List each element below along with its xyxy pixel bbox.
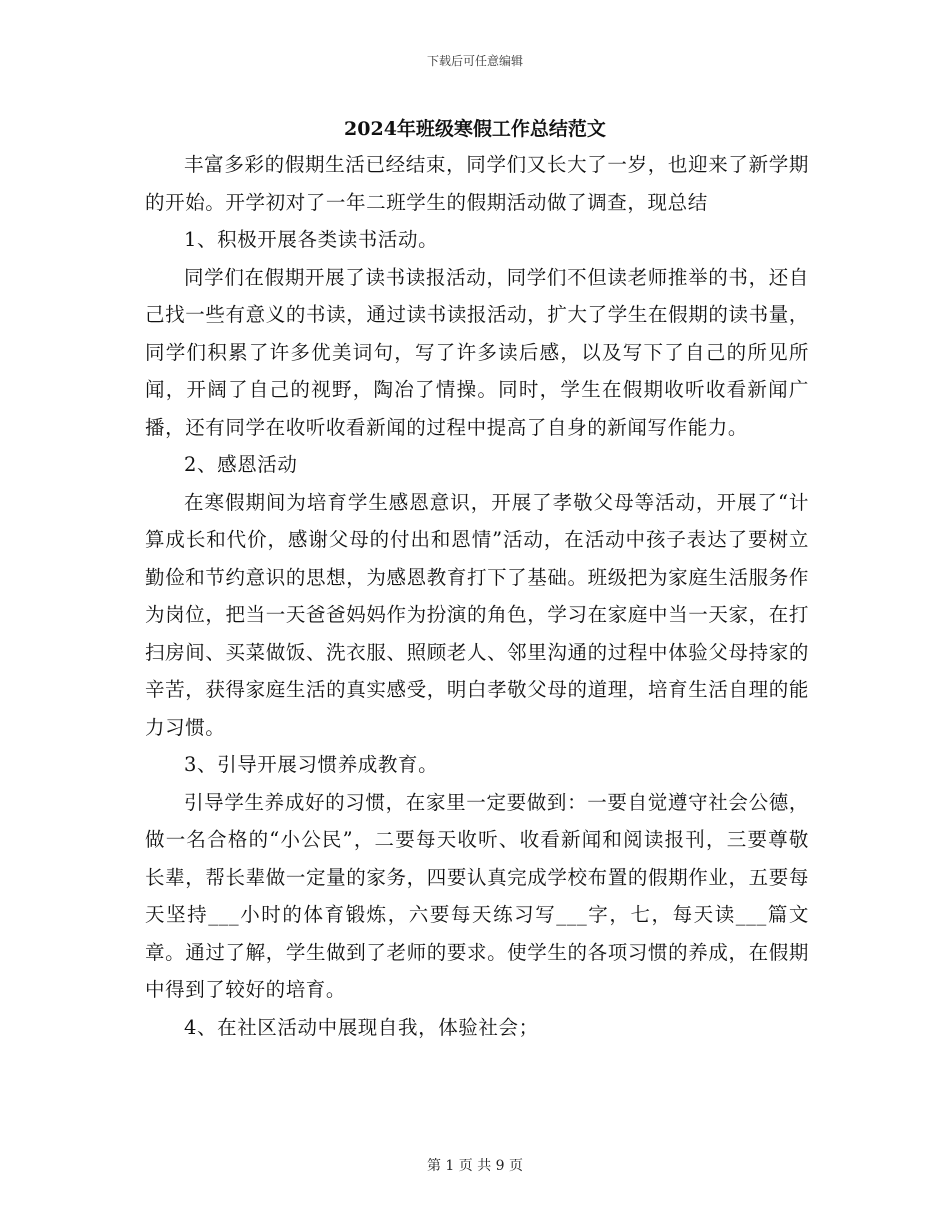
paragraph-gratitude: 在寒假期间为培育学生感恩意识，开展了孝敬父母等活动，开展了“计算成长和代价，感谢父母的付出和恩情”活动，在活动中孩子表达了要树立勤俭和节约意识的思想，为感恩教育打下了基础。班级把为家庭生活服务作为岗位，把当一天爸爸妈妈作为扮演的角色，学习在家庭中当一天家，在打扫房间、买菜做饭、洗衣服、照顾老人、邻里沟通的过程中体验父母持家的辛苦，获得家庭生活的真实感受，明白孝敬父母的道理，培育生活自理的能力习惯。	[145, 490, 809, 739]
section-heading-gratitude: 2、感恩活动	[184, 453, 298, 476]
page-number: 第 1 页 共 9 页	[426, 1158, 524, 1174]
paragraph-intro: 丰富多彩的假期生活已经结束，同学们又长大了一岁，也迎来了新学期的开始。开学初对了一年二班学生的假期活动做了调查，现总结	[145, 153, 809, 214]
document-body	[145, 146, 809, 1046]
paragraph-habits: 引导学生养成好的习惯，在家里一定要做到：一要自觉遵守社会公德，做一名合格的“小公民”，二要每天收听、收看新闻和阅读报刊，三要尊敬长辈，帮长辈做一定量的家务，四要认真完成学校布置的假期作业，五要每天坚持___小时的体育锻炼，六要每天练习写___字，七，每天读___篇文章。通过了解，学生做到了老师的要求。使学生的各项习惯的养成，在假期中得到了较好的培育。	[145, 790, 809, 1001]
paragraph-reading: 同学们在假期开展了读书读报活动，同学们不但读老师推举的书，还自己找一些有意义的书读，通过读书读报活动，扩大了学生在假期的读书量，同学们积累了许多优美词句，写了许多读后感，以及写下了自己的所见所闻，开阔了自己的视野，陶冶了情操。同时，学生在假期收听收看新闻广播，还有同学在收听收看新闻的过程中提高了自身的新闻写作能力。	[145, 265, 809, 439]
section-heading-community: 4、在社区活动中展现自我，体验社会；	[184, 1015, 539, 1039]
section-heading-reading: 1、积极开展各类读书活动。	[184, 228, 439, 251]
page-header-note: 下载后可任意编辑	[426, 54, 523, 68]
document-title: 2024年班级寒假工作总结范文	[344, 118, 606, 140]
section-heading-habits: 3、引导开展习惯养成教育。	[184, 753, 439, 776]
